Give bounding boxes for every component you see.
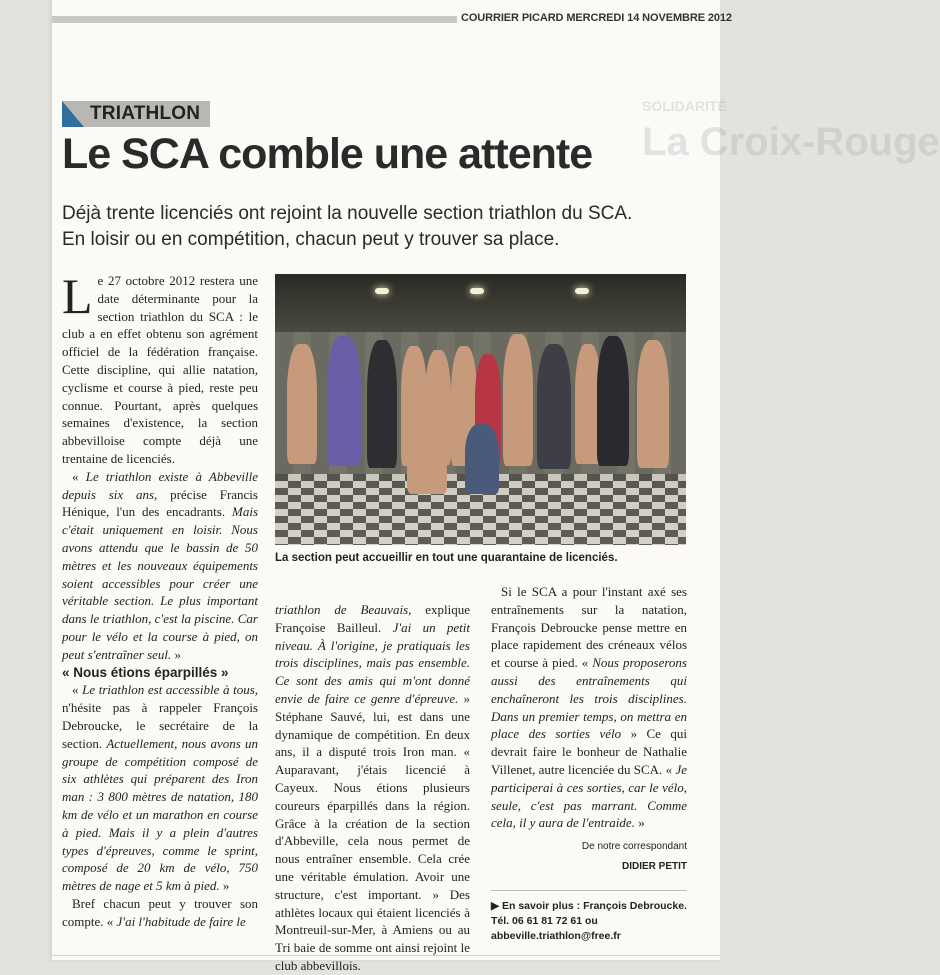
info-email[interactable]: abbeville.triathlon@free.fr xyxy=(491,929,621,942)
standfirst-line-1: Déjà trente licenciés ont rejoint la nouvelle section triathlon du SCA. xyxy=(62,203,633,224)
section-rubric xyxy=(62,101,210,127)
team-photo xyxy=(275,274,686,545)
article-column-1 xyxy=(62,268,259,930)
paragraph: Bref chacun peut y trouver son compte. « J'ai l'habitude de faire le xyxy=(62,895,258,929)
info-phone: Tél. 06 61 81 72 61 ou xyxy=(491,914,598,927)
rubric-label: TRIATHLON xyxy=(90,103,201,124)
paragraph: Si le SCA a pour l'instant axé ses entraînements sur la natation, François Debroucke pense mettre en place rapidement des créneaux vélos et course à pied. « Nous proposerons aussi des entraînements qui enchaîneront les trois disciplines. Dans un premier temps, on mettra en place des sorties vélo » Ce qui devrait faire le bonheur de Nathalie Villenet, autre licenciée du SCA. « Je participerai à ces sorties, car le vélo, seule, c'est pas marrant. Comme cela, il y aura de l'entraide. » xyxy=(491,584,687,831)
paragraph: « Le triathlon est accessible à tous, n'hésite pas à rappeler François Debroucke, le secrétaire de la section. Actuellement, nous avons un groupe de compétition composé de six athlètes qui préparent des Iron man : 3 800 mètres de natation, 180 km de vélo et un marathon en course à pied. Mais il y a plein d'autres types d'épreuves, comme le sprint, composé de 20 km de vélo, 750 mètres de nage et 5 km à pied. » xyxy=(62,682,259,894)
info-line: ▶ En savoir plus : François Debroucke. xyxy=(491,899,687,912)
standfirst-line-2: En loisir ou en compétition, chacun peut y trouver sa place. xyxy=(62,229,560,250)
masthead: COURRIER PICARD MERCREDI 14 NOVEMBRE 2012 xyxy=(461,12,732,24)
bottom-rule xyxy=(52,955,720,956)
info-box xyxy=(491,890,687,944)
newspaper-page xyxy=(52,0,940,973)
adjacent-article-bleed: SOLIDARITÉ La Croix-Rouge xyxy=(642,98,940,164)
paragraph: Le 27 octobre 2012 restera une date déterminante pour la section triathlon du SCA : le club a en effet obtenu son agrément officiel de la fédération française. Cette discipline, qui allie natation, cyclisme et course à pied, reste peu connue. Pourtant, après quelques semaines d'existence, la section abbevilloise compte déjà une trentaine de licenciés. xyxy=(62,268,258,466)
byline-author: DIDIER PETIT xyxy=(621,860,687,872)
paragraph: « Le triathlon existe à Abbeville depuis six ans, précise Francis Hénique, l'un des encadrants. Mais c'était uniquement en loisir. Nous avons attendu que le bassin de 50 mètres et les nouveaux équipements soient accessibles pour créer une véritable section. Le plus important dans le triathlon, c'est la piscine. Car pour le vélo et la course à pied, on peut s'entraîner seul. » xyxy=(62,468,259,662)
standfirst xyxy=(62,201,662,253)
photo-caption: La section peut accueillir en tout une quarantaine de licenciés. xyxy=(275,552,618,564)
subheading: « Nous étions éparpillés » xyxy=(62,664,229,680)
top-rule xyxy=(52,16,457,23)
article-column-3 xyxy=(491,583,687,944)
headline: Le SCA comble une attente xyxy=(62,130,593,178)
article-column-2 xyxy=(275,601,470,975)
paragraph: triathlon de Beauvais, explique Françoise Bailleul. J'ai un petit niveau. À l'origine, je pratiquais les trois disciplines, mais pas ensemble. Ce sont des amis qui m'ont donné envie de faire ce genre d'épreuve. » Stéphane Sauvé, lui, est dans une dynamique de compétition. En deux ans, il a disputé trois Iron man. « Auparavant, j'étais licencié à Cayeux. Nous étions plusieurs coureurs éparpillés dans la région. Grâce à la création de la section d'Abbeville, cela nous permet de nous entraîner ensemble. Cela crée une véritable émulation. Avoir une structure, c'est important. » Des athlètes locaux qui étaient licenciés à Montreuil-sur-Mer, à Amiens ou au Tri baie de somme ont ainsi rejoint le club abbevillois. xyxy=(275,602,471,973)
byline-role: De notre correspondant xyxy=(581,841,687,853)
rubric-triangle-icon xyxy=(62,101,84,127)
drop-cap: L xyxy=(62,268,93,324)
